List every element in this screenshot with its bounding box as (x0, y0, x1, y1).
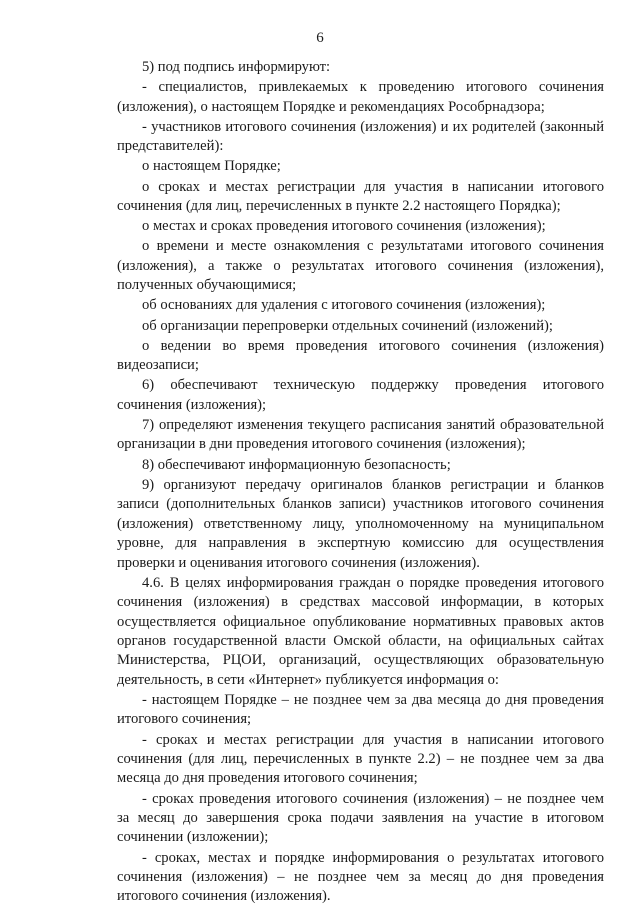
paragraph-info-dates: - сроках проведения итогового сочинения (изложения) – не позднее чем за месяц до завершения срока подачи заявления на участие в итоговом сочинении (изложении); (117, 790, 604, 846)
paragraph-info-registration: - сроках и местах регистрации для участия в написании итогового сочинения (для лиц, перечисленных в пункте 2.2) – не позднее чем за два месяца до дня проведения итогового сочинения; (117, 731, 604, 787)
paragraph-about-procedure: о настоящем Порядке; (142, 158, 281, 175)
paragraph-item-9: 9) организуют передачу оригиналов бланков регистрации и бланков записи (дополнительных бланков записи) участников итогового сочинения (изложения) ответственному лицу, уполномоченному на муниципальном уровне, для направления в экспертную комиссию для осуществления проверки и оценивания итогового сочинения (изложения). (117, 476, 604, 571)
paragraph-recheck: об организации перепроверки отдельных сочинений (изложений); (142, 317, 553, 334)
document-body (117, 58, 604, 908)
paragraph-info-results: - сроках, местах и порядке информирования о результатах итогового сочинения (изложения) – не позднее чем за месяц до дня проведения итогового сочинения (изложения). (117, 849, 604, 905)
paragraph-results: о времени и месте ознакомления с результатами итогового сочинения (изложения), а также о результатах итогового сочинения (изложения), полученных обучающимися; (117, 238, 604, 294)
paragraph-video: о ведении во время проведения итогового сочинения (изложения) видеозаписи; (117, 337, 604, 374)
paragraph-places-dates: о местах и сроках проведения итогового сочинения (изложения); (142, 218, 546, 235)
paragraph-registration: о сроках и местах регистрации для участия в написании итогового сочинения (для лиц, перечисленных в пункте 2.2 настоящего Порядка); (117, 178, 604, 215)
paragraph-item-6: 6) обеспечивают техническую поддержку проведения итогового сочинения (изложения); (117, 377, 604, 413)
paragraph-item-5: 5) под подпись информируют: (142, 59, 331, 75)
page-number: 6 (316, 30, 324, 46)
paragraph-item-7: 7) определяют изменения текущего расписания занятий образовательной организации в дни проведения итогового сочинения (изложения); (117, 417, 604, 453)
paragraph-section-4-6: 4.6. В целях информирования граждан о порядке проведения итогового сочинения (изложения) в средствах массовой информации, в которых осуществляется официальное опубликование нормативных правовых актов органов государственной власти Омской области, на официальных сайтах Министерства, РЦОИ, организаций, осуществляющих образовательную деятельность, в сети «Интернет» публикуется информация о: (117, 574, 604, 688)
paragraph-removal: об основаниях для удаления с итогового сочинения (изложения); (142, 297, 546, 314)
paragraph-specialists: - специалистов, привлекаемых к проведению итогового сочинения (изложения), о настоящем Порядке и рекомендациях Рособрнадзора; (117, 79, 604, 115)
paragraph-participants: - участников итогового сочинения (изложения) и их родителей (законный представителей): (117, 118, 604, 155)
paragraph-info-procedure: - настоящем Порядке – не позднее чем за два месяца до дня проведения итогового сочинения; (117, 691, 604, 728)
paragraph-item-8: 8) обеспечивают информационную безопасность; (142, 456, 451, 473)
